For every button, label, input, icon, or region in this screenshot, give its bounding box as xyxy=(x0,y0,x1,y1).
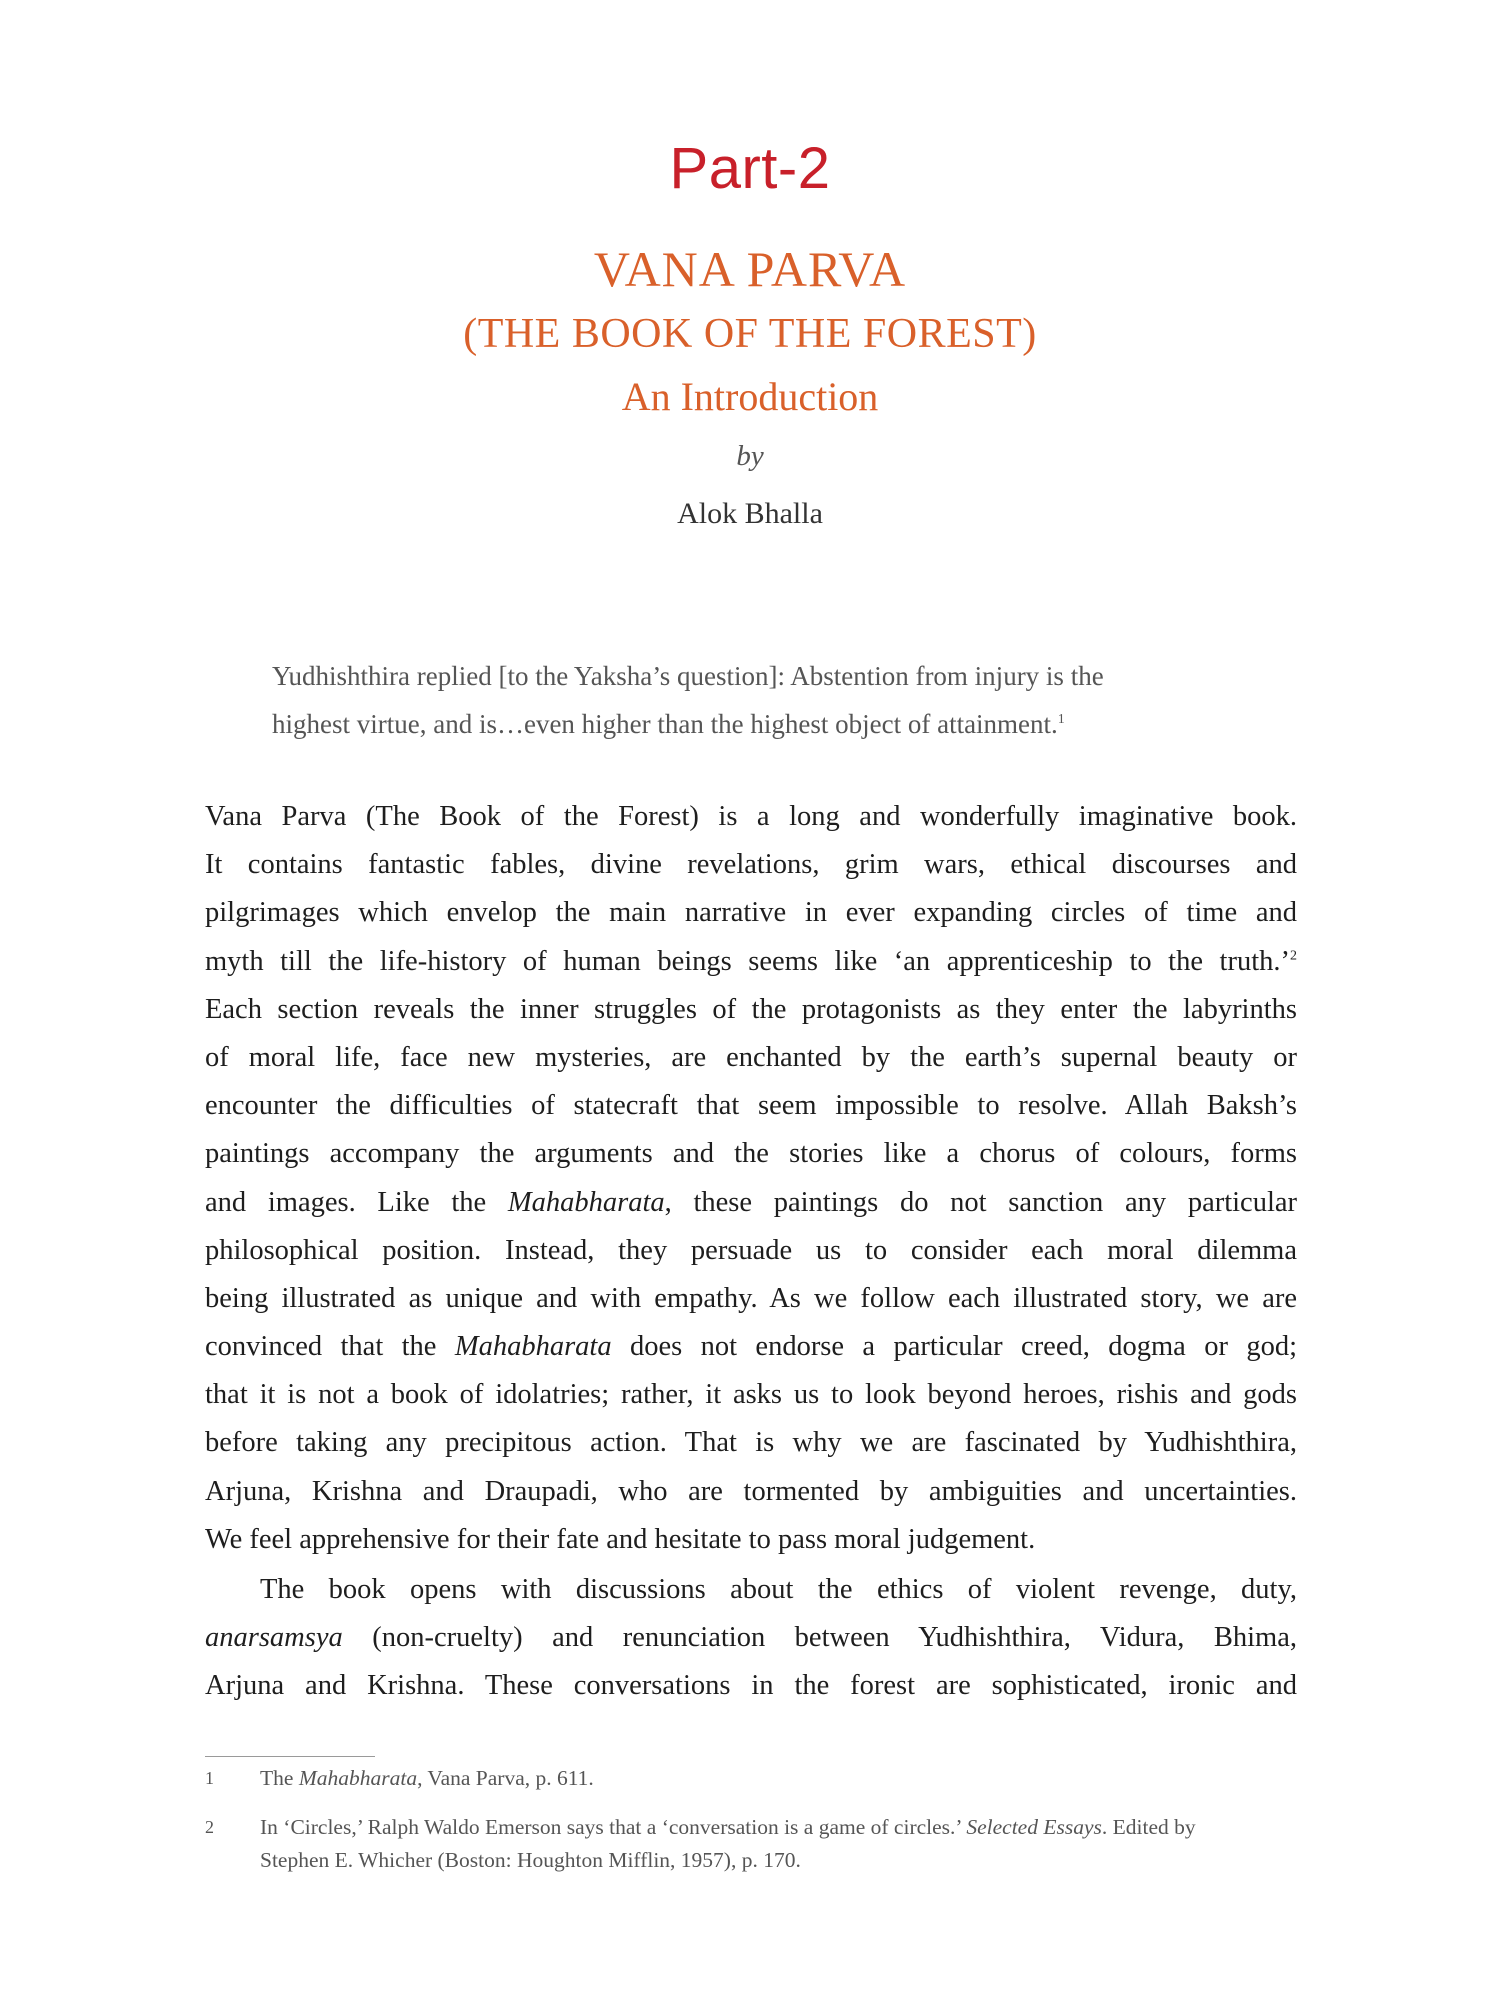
body-line: before taking any precipitous action. That is why we are fascinated by Yudhishthira, xyxy=(205,1427,1297,1459)
introduction-label: An Introduction xyxy=(621,374,879,419)
italic-title: Mahabharata xyxy=(298,1766,418,1790)
body-line: The book opens with discussions about the ethics of violent revenge, duty, xyxy=(260,1574,1297,1605)
epigraph-line-text: highest virtue, and is…even higher than the highest object of attainment. xyxy=(272,709,1058,739)
body-line: being illustrated as unique and with empathy. As we follow each illustrated story, we are xyxy=(205,1282,1297,1314)
epigraph-quote xyxy=(272,652,1232,748)
body-line xyxy=(205,938,1297,986)
body-line: Arjuna, Krishna and Draupadi, who are tormented by ambiguities and uncertainties. xyxy=(205,1475,1297,1507)
body-line: that it is not a book of idolatries; rather, it asks us to look beyond heroes, rishis and gods xyxy=(205,1379,1297,1411)
body-line: Each section reveals the inner struggles of the protagonists as they enter the labyrinths xyxy=(205,993,1297,1025)
footnote-text-part: The xyxy=(260,1766,299,1790)
body-line: It contains fantastic fables, divine revelations, grim wars, ethical discourses and xyxy=(205,849,1297,881)
footnote-divider xyxy=(205,1756,375,1757)
part-heading: Part-2 xyxy=(669,136,831,201)
body-text xyxy=(205,793,1297,1711)
body-line: pilgrimages which envelop the main narrative in ever expanding circles of time and xyxy=(205,897,1297,929)
footnote-text xyxy=(260,1766,594,1790)
body-line-text: and images. Like the xyxy=(205,1186,508,1218)
footnotes xyxy=(205,1762,1300,1877)
footnote-ref[interactable]: 2 xyxy=(1290,948,1297,964)
body-line-text: , these paintings do not sanction any particular xyxy=(664,1186,1298,1218)
footnote-line xyxy=(260,1811,1300,1844)
italic-title: Mahabharata xyxy=(454,1331,612,1363)
body-line-text: (non-cruelty) and renunciation between Yudhishthira, Vidura, Bhima, xyxy=(342,1622,1297,1654)
epigraph-line: Yudhishthira replied [to the Yaksha’s question]: Abstention from injury is the xyxy=(272,661,1104,691)
body-line xyxy=(205,1179,1297,1227)
body-line xyxy=(205,1323,1297,1371)
body-line: Vana Parva (The Book of the Forest) is a long and wonderfully imaginative book. xyxy=(205,801,1297,832)
footnote xyxy=(205,1762,1300,1795)
footnote-ref[interactable]: 1 xyxy=(1057,712,1065,727)
body-line: We feel apprehensive for their fate and hesitate to pass moral judgement. xyxy=(205,1523,1036,1555)
footnote-text-part: . Edited by xyxy=(1101,1815,1196,1839)
italic-title: Selected Essays xyxy=(966,1815,1102,1839)
book-subtitle: (THE BOOK OF THE FOREST) xyxy=(463,311,1037,357)
by-label: by xyxy=(736,440,764,472)
body-line-text: convinced that the xyxy=(205,1331,455,1363)
body-line: paintings accompany the arguments and the stories like a chorus of colours, forms xyxy=(205,1138,1297,1170)
body-line-text: myth till the life-history of human beings seems like ‘an apprenticeship to the truth.’ xyxy=(205,945,1290,977)
footnote-number: 2 xyxy=(205,1817,214,1837)
author-name: Alok Bhalla xyxy=(677,497,823,530)
body-line: of moral life, face new mysteries, are enchanted by the earth’s supernal beauty or xyxy=(205,1041,1297,1073)
body-line: philosophical position. Instead, they persuade us to consider each moral dilemma xyxy=(205,1234,1297,1266)
italic-term: anarsamsya xyxy=(205,1622,343,1654)
italic-title: Mahabharata xyxy=(507,1186,665,1218)
body-line xyxy=(205,1614,1297,1662)
footnote-line: Stephen E. Whicher (Boston: Houghton Mifflin, 1957), p. 170. xyxy=(260,1848,801,1872)
footnote-text-part: In ‘Circles,’ Ralph Waldo Emerson says that a ‘conversation is a game of circles.’ xyxy=(260,1815,967,1839)
body-line: Arjuna and Krishna. These conversations in the forest are sophisticated, ironic and xyxy=(205,1670,1297,1702)
epigraph-line xyxy=(272,700,1232,748)
footnote-text-part: , Vana Parva, p. 611. xyxy=(417,1766,594,1790)
body-line-text: does not endorse a particular creed, dogma or god; xyxy=(611,1331,1298,1363)
body-line: encounter the difficulties of statecraft that seem impossible to resolve. Allah Baksh’s xyxy=(205,1090,1297,1122)
book-title: VANA PARVA xyxy=(593,241,907,297)
footnote xyxy=(205,1811,1300,1877)
footnote-number: 1 xyxy=(205,1768,214,1788)
footnote-text xyxy=(260,1811,1300,1877)
